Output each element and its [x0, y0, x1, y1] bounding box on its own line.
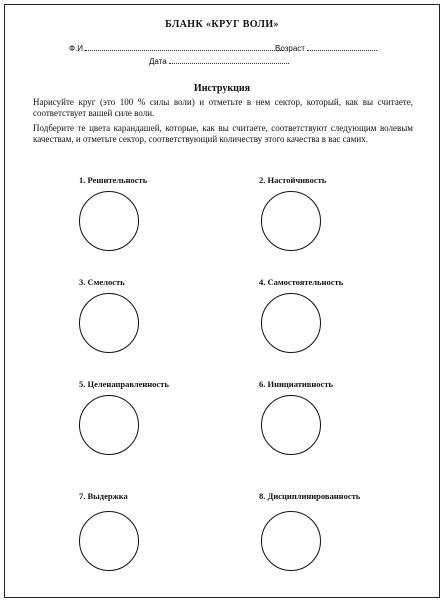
- quality-item-4: [259, 277, 429, 367]
- quality-item-6: [259, 379, 429, 469]
- instruction-paragraph-2: Подберите те цвета карандашей, которые, как вы считаете, соответствуют следующим волевым качествам, и отметьте сектор, соответствующий количеству этого качества в вас самих.: [33, 123, 413, 144]
- quality-item-7: [79, 491, 249, 581]
- quality-label: 4. Самостоятельность: [259, 277, 344, 287]
- form-sheet: [4, 4, 440, 598]
- quality-label: 5. Целенаправленность: [79, 379, 169, 389]
- fio-field[interactable]: [69, 43, 283, 53]
- quality-item-3: [79, 277, 249, 367]
- quality-item-2: [259, 175, 429, 265]
- form-title: БЛАНК «КРУГ ВОЛИ»: [165, 19, 279, 30]
- quality-label: 7. Выдержка: [79, 491, 128, 501]
- date-fill-line[interactable]: [169, 56, 289, 64]
- age-fill-line[interactable]: [307, 43, 377, 51]
- quality-label: 1. Решительность: [79, 175, 148, 185]
- instruction-heading: Инструкция: [193, 83, 251, 94]
- fio-fill-line[interactable]: [85, 43, 283, 51]
- will-circle[interactable]: [261, 191, 321, 251]
- quality-item-1: [79, 175, 249, 265]
- date-label: Дата: [149, 57, 167, 66]
- quality-label: 8. Дисциплинированность: [259, 491, 361, 501]
- will-circle[interactable]: [79, 395, 139, 455]
- quality-label: 6. Инициативность: [259, 379, 333, 389]
- quality-item-8: [259, 491, 429, 581]
- will-circle[interactable]: [261, 395, 321, 455]
- quality-label: 2. Настойчивость: [259, 175, 327, 185]
- will-circle[interactable]: [79, 511, 139, 571]
- age-field[interactable]: [275, 43, 377, 53]
- age-label: Возраст: [275, 44, 305, 53]
- quality-item-5: [79, 379, 249, 469]
- fio-label: Ф.И.: [69, 44, 86, 53]
- will-circle[interactable]: [261, 293, 321, 353]
- will-circle[interactable]: [79, 191, 139, 251]
- will-circle[interactable]: [79, 293, 139, 353]
- instruction-paragraph-1: Нарисуйте круг (это 100 % силы воли) и отметьте в нем сектор, который, как вы считаете, соответствует вашей силе воли.: [33, 97, 413, 118]
- date-field[interactable]: [149, 56, 289, 66]
- quality-label: 3. Смелость: [79, 277, 125, 287]
- will-circle[interactable]: [261, 511, 321, 571]
